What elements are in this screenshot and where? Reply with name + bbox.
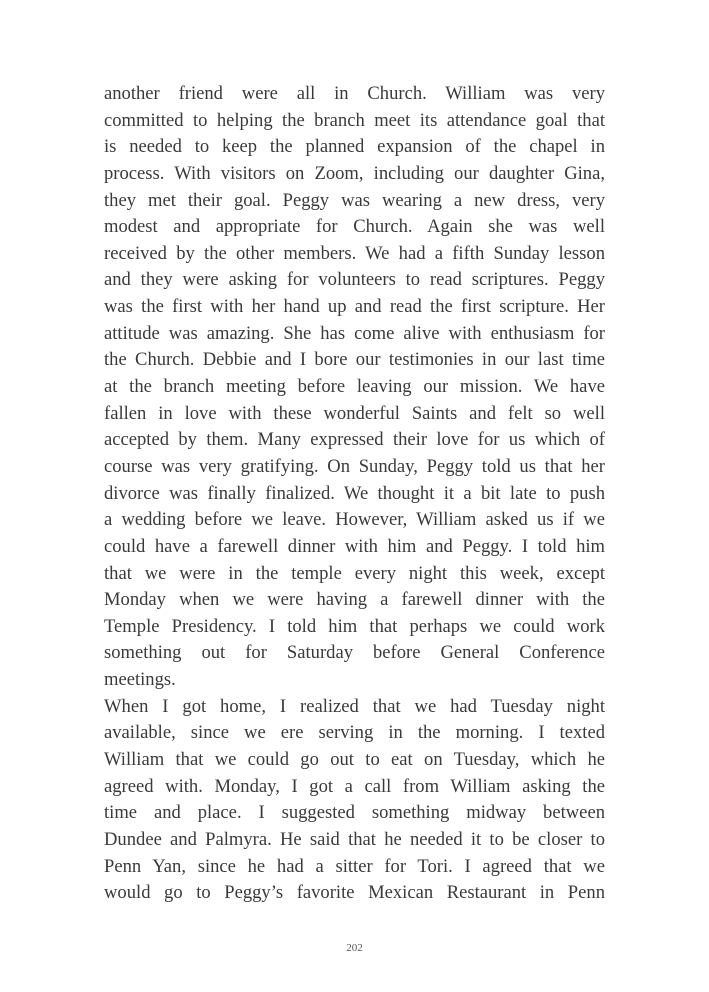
text-line: agreed with. Monday, I got a call from William asking the [104, 775, 605, 797]
text-line: could have a farewell dinner with him and Peggy. I told him [104, 535, 605, 557]
text-line: Temple Presidency. I told him that perhaps we could work [104, 615, 605, 637]
paragraph [104, 81, 605, 694]
text-line: something out for Saturday before General Conference [104, 642, 605, 664]
text-line: accepted by them. Many expressed their love for us which of [104, 429, 605, 451]
text-line: was the first with her hand up and read the first scripture. Her [104, 296, 605, 318]
text-line: at the branch meeting before leaving our mission. We have [104, 376, 605, 398]
text-line: meetings. [104, 669, 176, 691]
text-line: and they were asking for volunteers to read scriptures. Peggy [104, 269, 605, 291]
text-line: modest and appropriate for Church. Again she was well [104, 216, 605, 238]
text-line: committed to helping the branch meet its attendance goal that [104, 109, 605, 131]
text-line: When I got home, I realized that we had Tuesday night [104, 695, 605, 717]
text-line: attitude was amazing. She has come alive with enthusiasm for [104, 322, 605, 344]
text-line: Monday when we were having a farewell dinner with the [104, 589, 605, 611]
text-line: William that we could go out to eat on Tuesday, which he [104, 749, 605, 771]
text-line: available, since we ere serving in the morning. I texted [104, 722, 605, 744]
body-text [104, 81, 605, 907]
text-line: received by the other members. We had a fifth Sunday lesson [104, 242, 605, 264]
text-line: Dundee and Palmyra. He said that he needed it to be closer to [104, 828, 605, 850]
text-line: fallen in love with these wonderful Saints and felt so well [104, 402, 605, 424]
text-line: process. With visitors on Zoom, including our daughter Gina, [104, 162, 605, 184]
text-line: they met their goal. Peggy was wearing a new dress, very [104, 189, 605, 211]
paragraph [104, 694, 605, 907]
text-line: divorce was finally finalized. We thought it a bit late to push [104, 482, 605, 504]
text-line: the Church. Debbie and I bore our testimonies in our last time [104, 349, 605, 371]
text-line: course was very gratifying. On Sunday, Peggy told us that her [104, 455, 605, 477]
text-line: another friend were all in Church. William was very [104, 83, 605, 104]
text-line: a wedding before we leave. However, William asked us if we [104, 509, 605, 531]
text-line: time and place. I suggested something midway between [104, 802, 605, 824]
text-line: that we were in the temple every night this week, except [104, 562, 605, 584]
text-line: is needed to keep the planned expansion of the chapel in [104, 136, 605, 158]
text-line: Penn Yan, since he had a sitter for Tori. I agreed that we [104, 855, 605, 877]
text-line: would go to Peggy’s favorite Mexican Restaurant in Penn [104, 882, 605, 904]
page-number: 202 [346, 942, 363, 954]
